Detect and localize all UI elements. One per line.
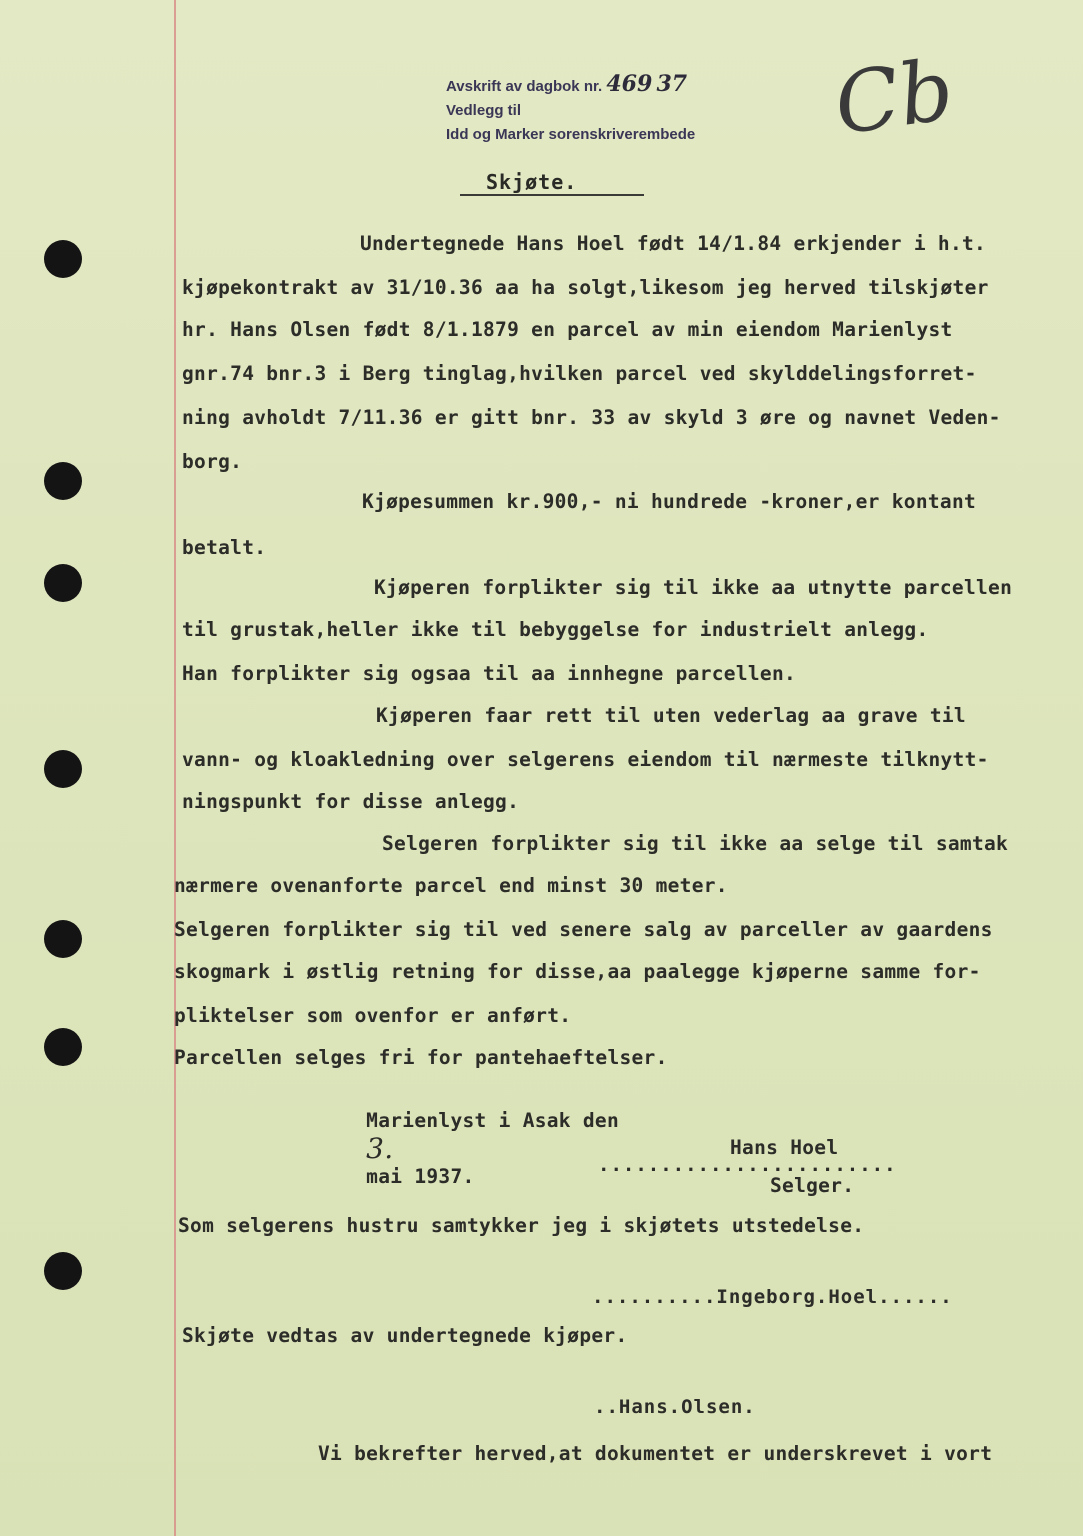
body-line: ningspunkt for disse anlegg.	[182, 790, 520, 813]
body-line: kjøpekontrakt av 31/10.36 aa ha solgt,likesom jeg herved tilskjøter	[182, 276, 989, 299]
punch-hole	[44, 240, 82, 278]
body-line: gnr.74 bnr.3 i Berg tinglag,hvilken parcel ved skylddelingsforret-	[182, 362, 977, 385]
body-line: Selgeren forplikter sig til ved senere salg av parceller av gaardens	[174, 918, 993, 941]
body-line: skogmark i østlig retning for disse,aa paalegge kjøperne samme for-	[174, 960, 981, 983]
punch-hole	[44, 462, 82, 500]
place-date-prefix: Marienlyst i Asak den	[366, 1109, 620, 1132]
wife-signature: ..........Ingeborg.Hoel......	[592, 1286, 953, 1308]
body-line: ning avholdt 7/11.36 er gitt bnr. 33 av skyld 3 øre og navnet Veden-	[182, 406, 1001, 429]
seller-name: Hans Hoel	[730, 1136, 839, 1159]
acceptance-line: Skjøte vedtas av undertegnede kjøper.	[182, 1324, 628, 1347]
body-line: nærmere ovenanforte parcel end minst 30 meter.	[174, 874, 728, 897]
registry-stamp	[446, 72, 695, 147]
body-line: borg.	[182, 450, 243, 473]
body-line: til grustak,heller ikke til bebyggelse for industrielt anlegg.	[182, 618, 929, 641]
place-date-day: 3.	[366, 1132, 394, 1165]
handwritten-initial-mark: Cb	[828, 40, 960, 154]
punch-hole	[44, 920, 82, 958]
stamp-journal-number: 469	[606, 71, 653, 97]
body-line: pliktelser som ovenfor er anført.	[174, 1004, 572, 1027]
seller-signature-dots: ........................	[598, 1154, 897, 1176]
punch-hole	[44, 1028, 82, 1066]
margin-line	[174, 0, 176, 1536]
punch-hole	[44, 1252, 82, 1290]
stamp-line-2: Vedlegg til	[446, 102, 522, 119]
body-line: vann- og kloakledning over selgerens eiendom til nærmeste tilknytt-	[182, 748, 989, 771]
stamp-year: 37	[656, 71, 688, 97]
body-line: Han forplikter sig ogsaa til aa innhegne parcellen.	[182, 662, 797, 685]
stamp-line-1: Avskrift av dagbok nr.	[446, 78, 603, 95]
place-date-line	[318, 1086, 619, 1211]
title-underline	[460, 194, 644, 196]
consent-line: Som selgerens hustru samtykker jeg i skjøtets utstedelse.	[178, 1214, 865, 1237]
witness-line: Vi bekrefter herved,at dokumentet er underskrevet i vort	[318, 1442, 993, 1465]
body-line: Selgeren forplikter sig til ikke aa selge til samtak	[382, 832, 1009, 855]
body-line: hr. Hans Olsen født 8/1.1879 en parcel av min eiendom Marienlyst	[182, 318, 953, 341]
body-line: betalt.	[182, 536, 267, 559]
body-line: Kjøperen forplikter sig til ikke aa utnytte parcellen	[374, 576, 1013, 599]
stamp-line-3: Idd og Marker sorenskriverembede	[446, 126, 696, 143]
place-date-suffix: mai 1937.	[366, 1165, 475, 1188]
document-title: Skjøte.	[486, 170, 578, 194]
punch-hole	[44, 750, 82, 788]
seller-role: Selger.	[770, 1174, 855, 1197]
punch-hole	[44, 564, 82, 602]
body-line: Parcellen selges fri for pantehaeftelser.	[174, 1046, 668, 1069]
body-line: Kjøpesummen kr.900,- ni hundrede -kroner,er kontant	[362, 490, 977, 513]
body-line: Kjøperen faar rett til uten vederlag aa grave til	[376, 704, 966, 727]
body-line: Undertegnede Hans Hoel født 14/1.84 erkjender i h.t.	[360, 232, 987, 255]
buyer-signature: ..Hans.Olsen.	[594, 1396, 756, 1418]
